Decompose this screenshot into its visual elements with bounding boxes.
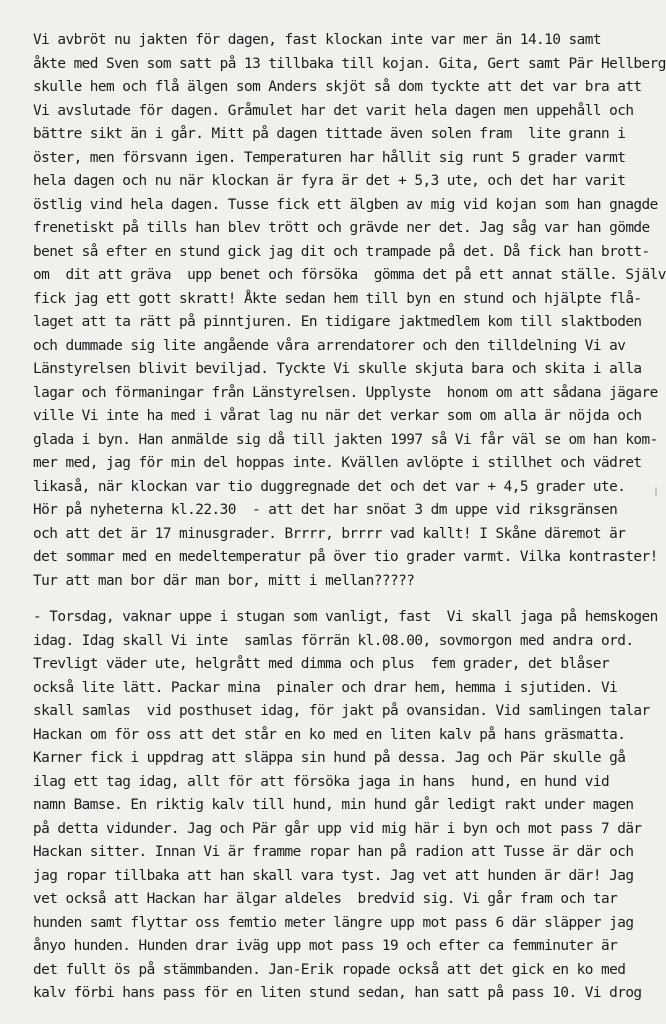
text-line: benet så efter en stund gick jag dit och trampade på det. Då fick han brott- (33, 243, 650, 260)
text-line: hunden samt flyttar oss femtio meter längre upp mot pass 6 där släpper jag (33, 914, 634, 931)
text-line: om dit att gräva upp benet och försöka gömma det på ett annat ställe. Själv (33, 267, 666, 283)
text-line: vet också att Hackan har älgar aldeles bredvid sig. Vi går fram och tar (33, 891, 618, 907)
text-line: också lite lätt. Packar mina pinaler och drar hem, hemma i sjutiden. Vi (33, 679, 618, 696)
paragraph-friday-entry (33, 29, 666, 593)
text-line: det fullt ös på stämmbanden. Jan-Erik ropade också att det gick en ko med (33, 961, 626, 978)
text-line: skulle hem och flå älgen som Anders skjöt så dom tyckte att det var bra att (33, 79, 642, 95)
text-line: fick jag ett gott skratt! Åkte sedan hem till byn en stund och hjälpte flå- (33, 290, 642, 307)
text-line: bättre sikt än i går. Mitt på dagen tittade även solen fram lite grann i (33, 126, 626, 142)
text-line: Trevligt väder ute, helgrått med dimma och plus fem grader, det blåser (33, 656, 610, 672)
text-line: ville Vi inte ha med i vårat lag nu när det verkar som om alla är nöjda och (33, 408, 642, 424)
text-line: laget att ta rätt på pinntjuren. En tidigare jaktmedlem kom till slaktboden (33, 314, 642, 330)
text-line: namn Bamse. En riktig kalv till hund, min hund går ledigt rakt under magen (33, 797, 634, 813)
text-line: Vi avslutade för dagen. Gråmulet har det varit hela dagen men uppehåll och (33, 102, 634, 119)
text-line: kalv förbi hans pass för en liten stund sedan, han satt på pass 10. Vi drog (33, 985, 642, 1001)
text-line: ilag ett tag idag, allt för att försöka jaga in hans hund, en hund vid (33, 773, 610, 790)
text-line: öster, men försvann igen. Temperaturen har hållit sig runt 5 grader varmt (33, 149, 626, 166)
text-line: på detta vidunder. Jag och Pär går upp vid mig här i byn och mot pass 7 där (33, 820, 642, 837)
text-line: och att det är 17 minusgrader. Brrrr, brrrr vad kallt! I Skåne däremot är (33, 525, 626, 542)
text-line: Länstyrelsen blivit beviljad. Tyckte Vi skulle skjuta bara och skita i alla (33, 361, 642, 377)
text-line: - Torsdag, vaknar uppe i stugan som vanligt, fast Vi skall jaga på hemskogen (33, 609, 658, 625)
paragraph-thursday-entry (33, 606, 658, 1006)
text-line: skall samlas vid posthuset idag, för jakt på ovansidan. Vid samlingen talar (33, 703, 650, 719)
text-line: likaså, när klockan var tio duggregnade det och det var + 4,5 grader ute. (33, 478, 626, 495)
text-line: Vi avbröt nu jakten för dagen, fast klockan inte var mer än 14.10 samt (33, 32, 601, 48)
text-line: jag ropar tillbaka att han skall vara tyst. Jag vet att hunden är där! Jag (33, 867, 634, 884)
text-line: Karner fick i uppdrag att släppa sin hund på dessa. Jag och Pär skulle gå (33, 750, 626, 766)
text-line: Hackan sitter. Innan Vi är framme ropar han på radion att Tusse är där och (33, 844, 634, 860)
text-line: östlig vind hela dagen. Tusse fick ett älgben av mig vid kojan som han gnagde (33, 196, 658, 213)
text-line: ånyo hunden. Hunden drar iväg upp mot pass 19 och efter ca femminuter är (33, 938, 618, 954)
text-line: frenetiskt på tills han blev trött och grävde ner det. Jag såg var han gömde (33, 220, 650, 236)
margin-mark (655, 487, 657, 496)
text-line: mer med, jag för min del hoppas inte. Kvällen avlöpte i stillhet och vädret (33, 455, 642, 471)
text-line: hela dagen och nu när klockan är fyra är det + 5,3 ute, och det har varit (33, 173, 626, 189)
text-line: lagar och förmaningar från Länstyrelsen. Upplyste honom om att sådana jägare (33, 384, 658, 401)
text-line: det sommar med en medeltemperatur på över tio grader varmt. Vilka kontraster! (33, 549, 658, 565)
text-line: Hör på nyheterna kl.22.30 - att det har snöat 3 dm uppe vid riksgränsen (33, 502, 618, 518)
text-line: och dummade sig lite angående våra arrendatorer och den tilldelning Vi av (33, 337, 626, 354)
text-line: åkte med Sven som satt på 13 tillbaka till kojan. Gita, Gert samt Pär Hellberg (33, 55, 666, 72)
text-line: Hackan om för oss att det står en ko med en liten kalv på hans gräsmatta. (33, 726, 626, 743)
text-line: idag. Idag skall Vi inte samlas förrän kl.08.00, sovmorgon med andra ord. (33, 632, 634, 649)
text-line: glada i byn. Han anmälde sig då till jakten 1997 så Vi får väl se om han kom- (33, 431, 658, 448)
text-line: Tur att man bor där man bor, mitt i mellan????? (33, 572, 415, 589)
